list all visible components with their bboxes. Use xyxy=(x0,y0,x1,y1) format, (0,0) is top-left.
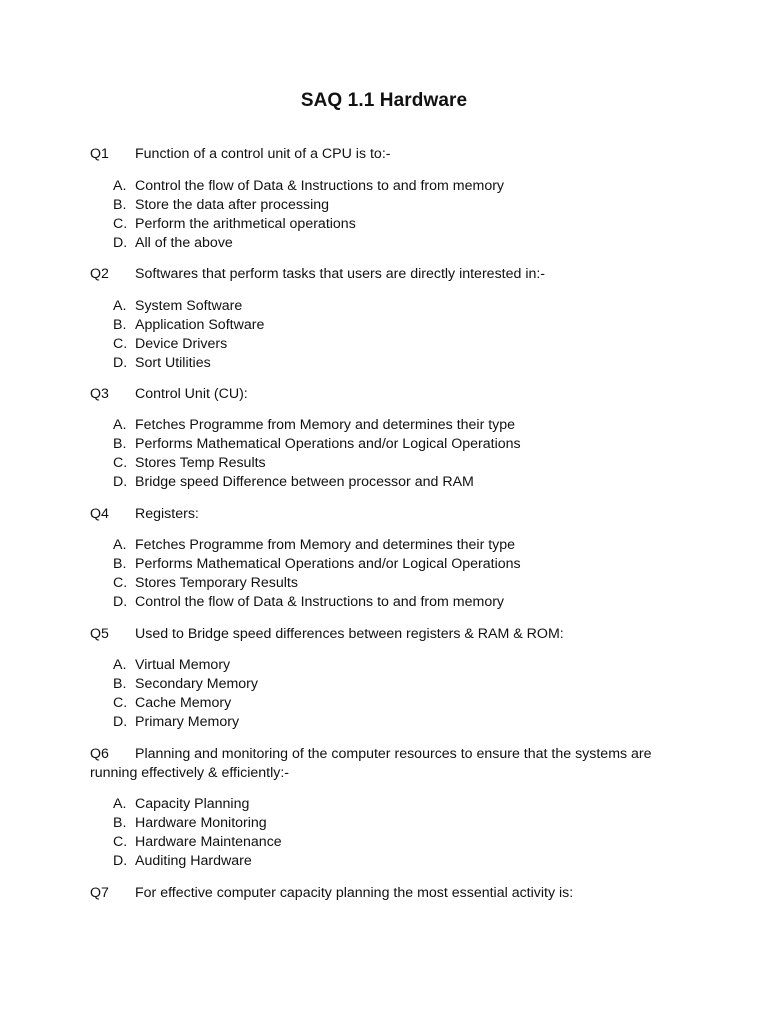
option-letter: C. xyxy=(113,834,128,850)
option-a xyxy=(113,656,673,675)
option-text: Performs Mathematical Operations and/or Logical Operations xyxy=(135,556,521,572)
option-text: System Software xyxy=(135,298,243,314)
option-c xyxy=(113,215,673,234)
option-a xyxy=(113,297,673,316)
option-letter: B. xyxy=(113,676,127,692)
question-number: Q5 xyxy=(90,626,109,642)
option-text: Cache Memory xyxy=(135,695,232,711)
question-number: Q6 xyxy=(90,746,109,762)
option-c xyxy=(113,454,673,473)
option-b xyxy=(113,196,673,215)
option-letter: B. xyxy=(113,197,127,213)
option-a xyxy=(113,536,673,555)
option-letter: B. xyxy=(113,436,127,452)
option-a xyxy=(113,795,673,814)
option-d xyxy=(113,234,673,253)
option-d xyxy=(113,852,673,871)
option-letter: C. xyxy=(113,575,128,591)
question-text-continued: running effectively & efficiently:- xyxy=(90,765,289,781)
option-text: Control the flow of Data & Instructions to and from memory xyxy=(135,594,505,610)
option-text: Perform the arithmetical operations xyxy=(135,216,356,232)
question-4 xyxy=(90,505,690,524)
question-number: Q3 xyxy=(90,386,109,402)
option-text: Performs Mathematical Operations and/or Logical Operations xyxy=(135,436,521,452)
option-c xyxy=(113,335,673,354)
option-text: Auditing Hardware xyxy=(135,853,252,869)
question-5 xyxy=(90,625,690,644)
question-4-options xyxy=(113,536,673,612)
option-letter: B. xyxy=(113,815,127,831)
option-text: Device Drivers xyxy=(135,336,228,352)
option-letter: A. xyxy=(113,537,127,553)
option-text: Capacity Planning xyxy=(135,796,250,812)
option-letter: C. xyxy=(113,455,128,471)
option-text: Fetches Programme from Memory and determines their type xyxy=(135,537,516,553)
option-text: All of the above xyxy=(135,235,233,251)
option-text: Fetches Programme from Memory and determines their type xyxy=(135,417,516,433)
option-letter: A. xyxy=(113,796,127,812)
option-letter: A. xyxy=(113,657,127,673)
option-text: Store the data after processing xyxy=(135,197,330,213)
option-a xyxy=(113,416,673,435)
option-c xyxy=(113,694,673,713)
option-letter: D. xyxy=(113,714,128,730)
option-d xyxy=(113,354,673,373)
option-text: Hardware Monitoring xyxy=(135,815,267,831)
option-letter: C. xyxy=(113,336,128,352)
option-b xyxy=(113,675,673,694)
question-7 xyxy=(90,884,690,903)
question-text: For effective computer capacity planning the most essential activity is: xyxy=(135,885,574,901)
question-6 xyxy=(90,745,680,783)
option-c xyxy=(113,833,673,852)
question-1-options xyxy=(113,177,673,253)
option-letter: A. xyxy=(113,298,127,314)
question-text: Softwares that perform tasks that users are directly interested in:- xyxy=(135,266,546,282)
question-5-options xyxy=(113,656,673,732)
option-letter: B. xyxy=(113,556,127,572)
option-letter: A. xyxy=(113,417,127,433)
option-b xyxy=(113,814,673,833)
question-6-options xyxy=(113,795,673,871)
option-text: Stores Temp Results xyxy=(135,455,266,471)
option-d xyxy=(113,713,673,732)
question-text: Control Unit (CU): xyxy=(135,386,248,402)
question-number: Q7 xyxy=(90,885,109,901)
option-c xyxy=(113,574,673,593)
question-1 xyxy=(90,145,690,164)
option-a xyxy=(113,177,673,196)
option-letter: D. xyxy=(113,235,128,251)
option-letter: D. xyxy=(113,853,128,869)
option-text: Sort Utilities xyxy=(135,355,211,371)
question-number: Q4 xyxy=(90,506,109,522)
question-2-options xyxy=(113,297,673,373)
option-text: Application Software xyxy=(135,317,265,333)
option-text: Control the flow of Data & Instructions to and from memory xyxy=(135,178,505,194)
option-letter: C. xyxy=(113,216,128,232)
option-letter: C. xyxy=(113,695,128,711)
option-b xyxy=(113,435,673,454)
question-3 xyxy=(90,385,690,404)
option-text: Hardware Maintenance xyxy=(135,834,282,850)
question-text: Registers: xyxy=(135,506,199,522)
question-text: Function of a control unit of a CPU is to:- xyxy=(135,146,391,162)
option-letter: D. xyxy=(113,474,128,490)
option-text: Bridge speed Difference between processor and RAM xyxy=(135,474,474,490)
question-2 xyxy=(90,265,690,284)
option-letter: A. xyxy=(113,178,127,194)
option-d xyxy=(113,473,673,492)
question-3-options xyxy=(113,416,673,492)
option-d xyxy=(113,593,673,612)
option-letter: D. xyxy=(113,355,128,371)
question-number: Q1 xyxy=(90,146,109,162)
option-b xyxy=(113,555,673,574)
question-text: Used to Bridge speed differences between registers & RAM & ROM: xyxy=(135,626,564,642)
option-text: Stores Temporary Results xyxy=(135,575,298,591)
option-text: Primary Memory xyxy=(135,714,240,730)
page-title: SAQ 1.1 Hardware xyxy=(300,90,468,111)
option-b xyxy=(113,316,673,335)
option-text: Secondary Memory xyxy=(135,676,259,692)
option-letter: B. xyxy=(113,317,127,333)
option-text: Virtual Memory xyxy=(135,657,231,673)
option-letter: D. xyxy=(113,594,128,610)
question-text: Planning and monitoring of the computer resources to ensure that the systems are xyxy=(135,746,652,762)
question-number: Q2 xyxy=(90,266,109,282)
